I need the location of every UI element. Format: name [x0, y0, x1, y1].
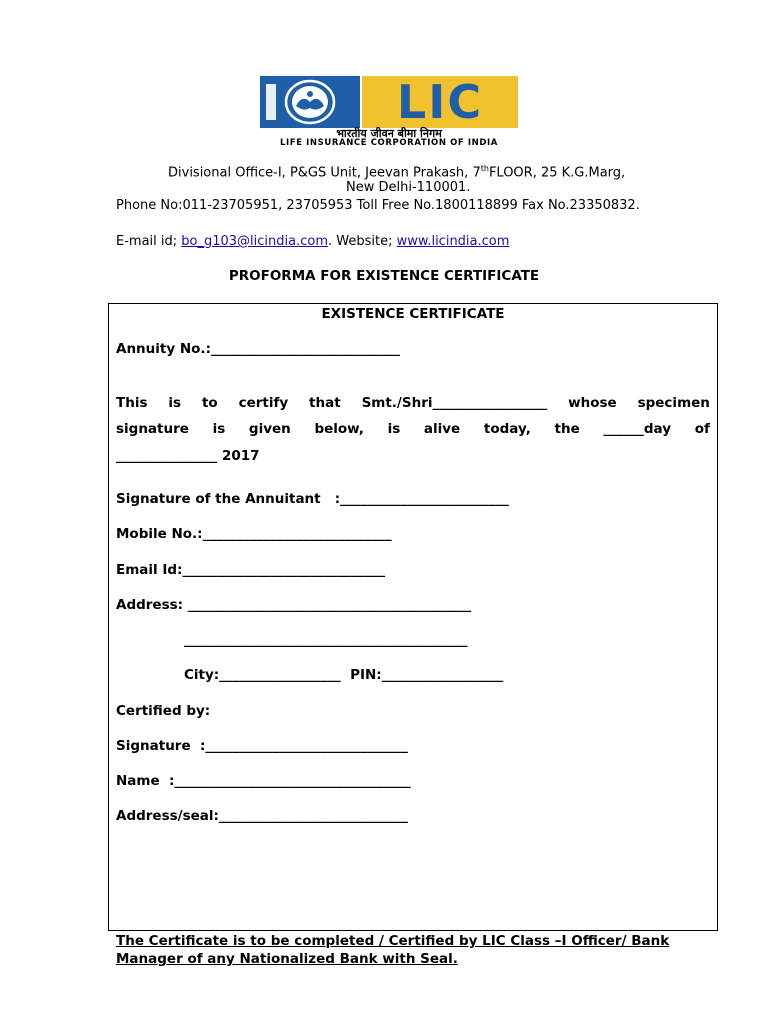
lic-english-name: LIFE INSURANCE CORPORATION OF INDIA	[280, 138, 498, 148]
lic-emblem-icon	[260, 76, 360, 128]
mobile-field[interactable]: Mobile No.:____________________________	[116, 526, 392, 542]
certify-line-2: signature is given below, is alive today, the ______day of	[116, 421, 710, 437]
email-website-line: E-mail id; bo_g103@licindia.com. Website; www.licindia.com	[116, 234, 510, 249]
contact-line: Phone No:011-23705951, 23705953 Toll Free No.1800118899 Fax No.23350832.	[116, 198, 640, 213]
certify-line-1: This is to certify that Smt./Shri_________________ whose specimen	[116, 395, 710, 411]
website-link[interactable]: www.licindia.com	[396, 234, 510, 249]
certificate-title: EXISTENCE CERTIFICATE	[321, 306, 505, 322]
certifier-name-field[interactable]: Name :___________________________________	[116, 773, 411, 789]
address-line-2: New Delhi-110001.	[346, 180, 471, 195]
month-year-field[interactable]: _______________ 2017	[116, 448, 260, 464]
city-pin-field[interactable]: City:__________________ PIN:__________________	[184, 667, 504, 683]
certifier-address-seal-field[interactable]: Address/seal:____________________________	[116, 808, 408, 824]
name-field[interactable]: Smt./Shri_________________	[361, 395, 548, 411]
annuity-no-field[interactable]: Annuity No.:____________________________	[116, 341, 400, 357]
email-field[interactable]: Email Id:______________________________	[116, 562, 385, 578]
lic-hindi-name: भारतीय जीवन बीमा निगम	[336, 127, 442, 140]
email-link[interactable]: bo_g103@licindia.com	[181, 234, 329, 249]
certified-by-label: Certified by:	[116, 703, 211, 719]
lic-logo	[260, 76, 518, 148]
address-field-2[interactable]: __________________________________________	[184, 632, 468, 648]
footer-note: The Certificate is to be completed / Certified by LIC Class –I Officer/ Bank Manager of any Nationalized Bank with Seal.	[116, 933, 670, 967]
day-field[interactable]: ______day	[603, 421, 672, 437]
certifier-signature-field[interactable]: Signature :______________________________	[116, 738, 408, 754]
annuitant-signature-field[interactable]: Signature of the Annuitant :_________________________	[116, 491, 509, 507]
address-line-1: Divisional Office-I, P&GS Unit, Jeevan Prakash, 7thFLOOR, 25 K.G.Marg,	[168, 164, 626, 181]
lic-brand-text: LIC	[362, 76, 518, 128]
page-title: PROFORMA FOR EXISTENCE CERTIFICATE	[228, 268, 540, 284]
address-field-1[interactable]: Address: __________________________________________	[116, 597, 472, 613]
